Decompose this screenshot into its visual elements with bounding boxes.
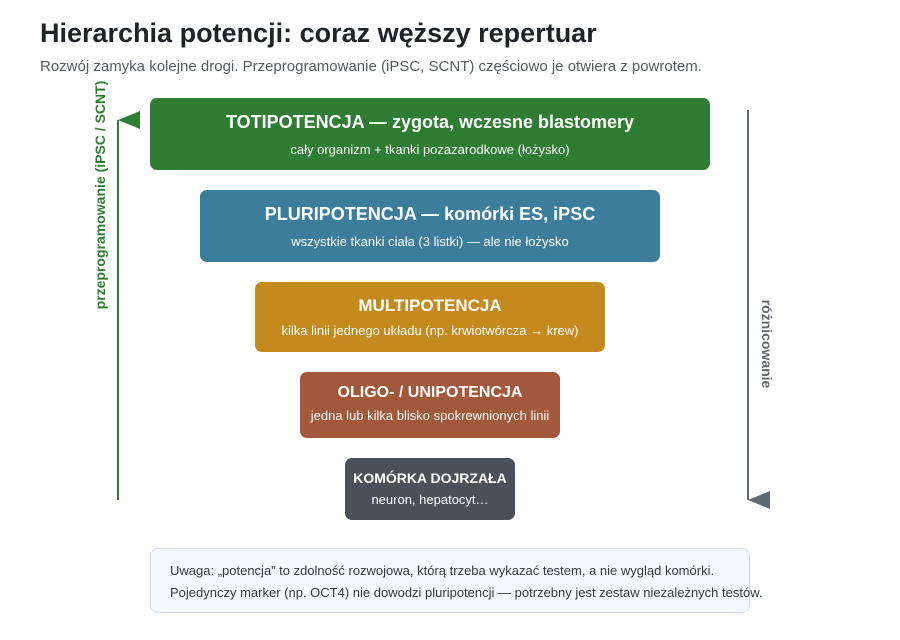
note-box xyxy=(150,548,763,613)
level-name: OLIGO- / UNIPOTENCJA xyxy=(337,384,523,401)
level-mature-cell xyxy=(345,458,515,520)
reprogramming-arrow xyxy=(118,111,140,500)
page-subtitle: Rozwój zamyka kolejne drogi. Przeprogramowanie (iPSC, SCNT) częściowo je otwiera z powrotem. xyxy=(40,58,702,75)
note-line: Uwaga: „potencja” to zdolność rozwojowa, którą trzeba wykazać testem, a nie wygląd komórki. xyxy=(170,563,715,578)
level-name: TOTIPOTENCJA — zygota, wczesne blastomery xyxy=(225,112,635,132)
level-description: jedna lub kilka blisko spokrewnionych linii xyxy=(310,408,550,423)
level-description: wszystkie tkanki ciała (3 listki) — ale nie łożysko xyxy=(291,234,569,249)
level-name: PLURIPOTENCJA — komórki ES, iPSC xyxy=(264,204,596,224)
level-multipotency xyxy=(255,282,605,352)
level-description: kilka linii jednego układu (np. krwiotwórcza → krew) xyxy=(281,323,579,338)
reprogramming-label: przeprogramowanie (iPSC / SCNT) xyxy=(92,80,108,310)
differentiation-label: różnicowanie xyxy=(759,299,775,389)
level-totipotency xyxy=(150,98,710,170)
note-line: Pojedynczy marker (np. OCT4) nie dowodzi pluripotencji — potrzebny jest zestaw niezależnych testów. xyxy=(170,585,763,600)
level-oligo-unipotency xyxy=(300,372,560,438)
level-name: KOMÓRKA DOJRZAŁA xyxy=(353,470,507,486)
level-pluripotency xyxy=(200,190,660,262)
level-description: neuron, hepatocyt… xyxy=(371,492,489,507)
level-description: cały organizm + tkanki pozazarodkowe (łożysko) xyxy=(290,142,570,157)
page-title: Hierarchia potencji: coraz węższy repertuar xyxy=(40,18,597,48)
level-name: MULTIPOTENCJA xyxy=(358,296,502,315)
